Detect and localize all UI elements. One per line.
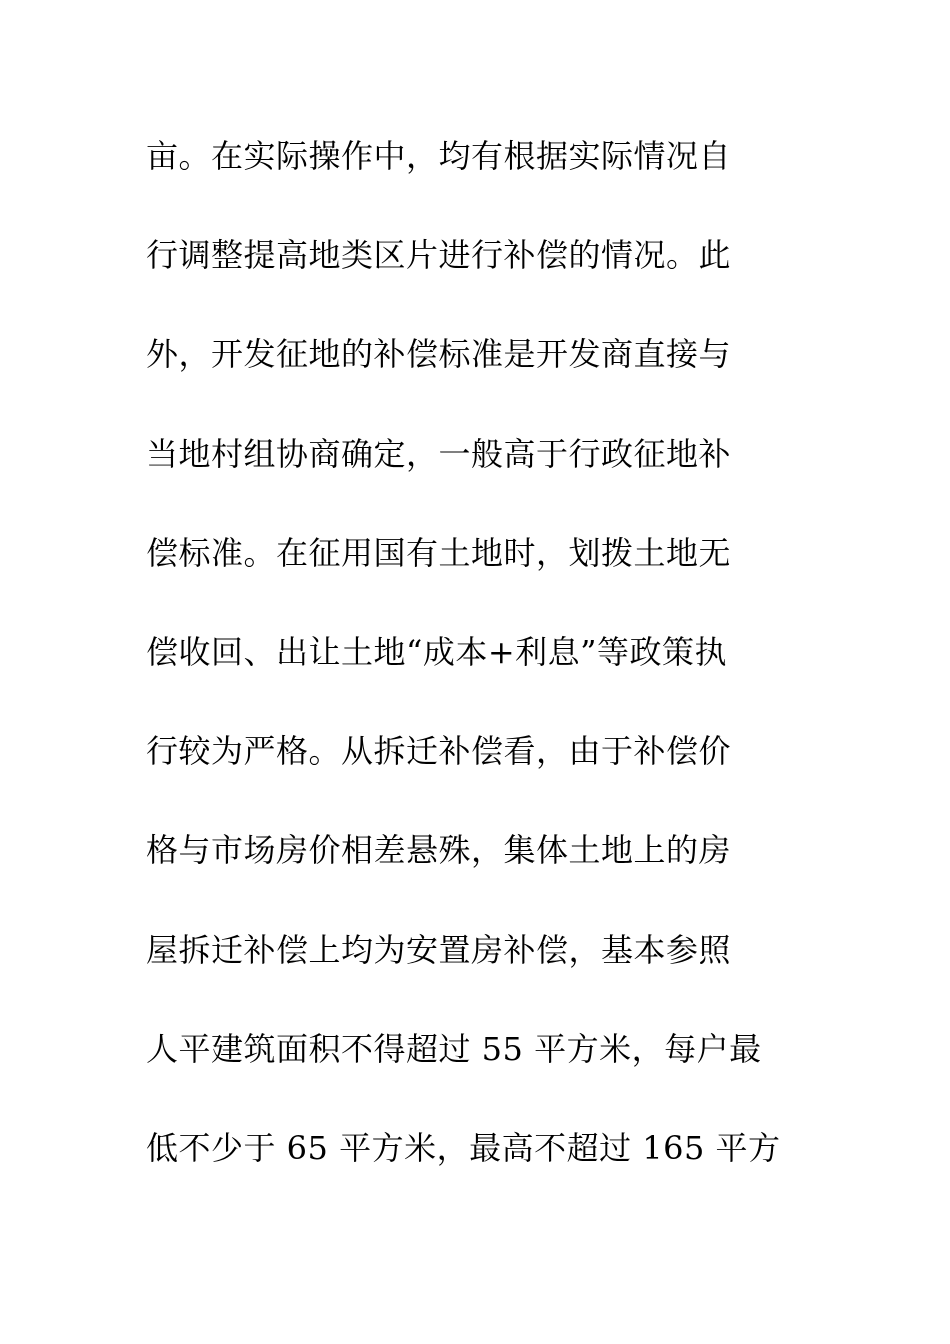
text-line: 人平建筑面积不得超过 55 平方米，每户最 — [146, 1029, 762, 1068]
text-line: 当地村组协商确定，一般高于行政征地补 — [146, 434, 732, 473]
text-line: 屋拆迁补偿上均为安置房补偿，基本参照 — [146, 930, 732, 969]
body-text — [146, 127, 806, 1218]
text-line: 外，开发征地的补偿标准是开发商直接与 — [146, 335, 732, 374]
text-line: 亩。在实际操作中，均有根据实际情况自 — [146, 137, 732, 175]
text-line: 低不少于 65 平方米，最高不超过 165 平方 — [146, 1128, 781, 1167]
text-line: 偿收回、出让土地“成本+利息”等政策执 — [146, 632, 728, 671]
text-line: 行较为严格。从拆迁补偿看，由于补偿价 — [146, 732, 732, 771]
text-line: 行调整提高地类区片进行补偿的情况。此 — [146, 236, 732, 275]
text-line: 偿标准。在征用国有土地时，划拨土地无 — [146, 533, 732, 572]
text-line: 格与市场房价相差悬殊，集体土地上的房 — [146, 831, 732, 870]
